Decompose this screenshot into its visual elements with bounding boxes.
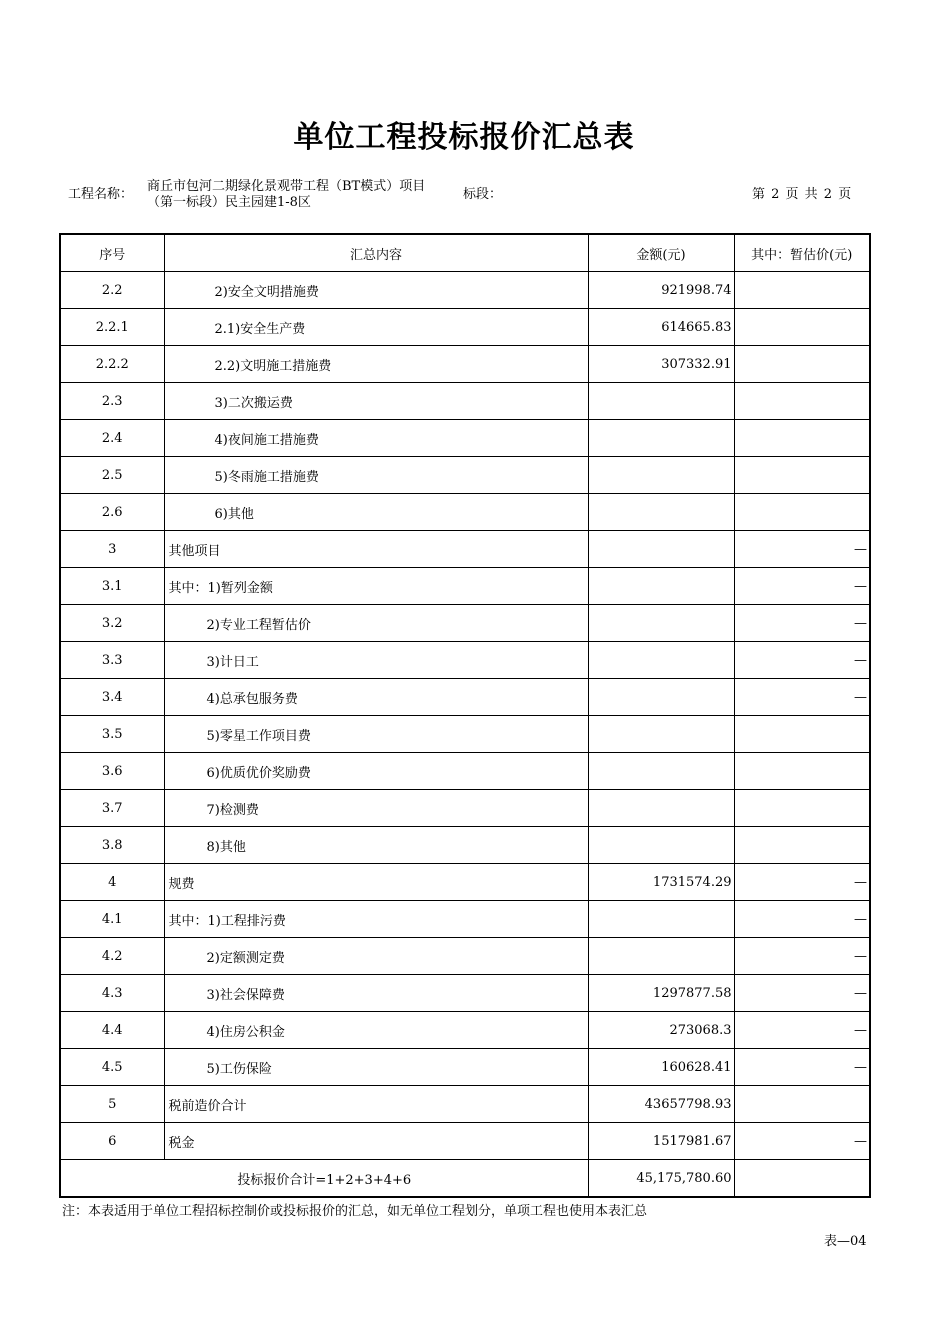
row-provisional [734,790,870,827]
row-content: 2)安全文明措施费 [164,272,588,309]
column-header-no: 序号 [60,234,164,272]
row-provisional: — [734,1123,870,1160]
row-amount: 1731574.29 [588,864,734,901]
table-row [60,642,870,679]
row-content: 其中：1)工程排污费 [164,901,588,938]
row-content: 3)计日工 [164,642,588,679]
row-amount [588,642,734,679]
row-amount: 43657798.93 [588,1086,734,1123]
table-row [60,864,870,901]
row-content: 8)其他 [164,827,588,864]
row-provisional: — [734,938,870,975]
row-amount: 273068.3 [588,1012,734,1049]
row-number: 4.5 [60,1049,164,1086]
row-number: 3.1 [60,568,164,605]
row-provisional [734,420,870,457]
row-amount [588,827,734,864]
row-provisional: — [734,864,870,901]
form-number: 表—04 [824,1234,867,1249]
row-number: 3.2 [60,605,164,642]
table-row [60,938,870,975]
page-info: 第 2 页 共 2 页 [752,187,852,202]
table-row [60,975,870,1012]
row-number: 4 [60,864,164,901]
row-provisional [734,309,870,346]
row-content: 5)冬雨施工措施费 [164,457,588,494]
footnote: 注：本表适用于单位工程招标控制价或投标报价的汇总，如无单位工程划分，单项工程也使用本表汇总 [62,1204,648,1219]
column-header-provisional: 其中：暂估价(元) [734,234,870,272]
row-amount [588,383,734,420]
row-amount: 1297877.58 [588,975,734,1012]
row-number: 3.8 [60,827,164,864]
table-row [60,716,870,753]
table-row [60,346,870,383]
row-content: 4)总承包服务费 [164,679,588,716]
row-number: 3.7 [60,790,164,827]
row-content: 6)其他 [164,494,588,531]
row-content: 2)定额测定费 [164,938,588,975]
row-amount: 160628.41 [588,1049,734,1086]
table-row [60,827,870,864]
row-provisional: — [734,568,870,605]
page-title: 单位工程投标报价汇总表 [293,120,635,155]
row-amount [588,679,734,716]
row-number: 3.3 [60,642,164,679]
row-number: 3 [60,531,164,568]
table-row [60,901,870,938]
row-provisional: — [734,531,870,568]
row-content: 5)零星工作项目费 [164,716,588,753]
row-provisional: — [734,679,870,716]
row-number: 2.2 [60,272,164,309]
row-provisional [734,383,870,420]
row-provisional [734,494,870,531]
table-row [60,605,870,642]
table-row [60,383,870,420]
total-provisional [734,1160,870,1198]
row-amount [588,901,734,938]
total-row [60,1160,870,1198]
table-row [60,457,870,494]
row-content: 其中：1)暂列金额 [164,568,588,605]
table-row [60,420,870,457]
table-row [60,1049,870,1086]
row-content: 4)住房公积金 [164,1012,588,1049]
row-amount [588,531,734,568]
row-content: 4)夜间施工措施费 [164,420,588,457]
row-provisional [734,1086,870,1123]
table-row [60,679,870,716]
row-number: 2.2.1 [60,309,164,346]
row-content: 5)工伤保险 [164,1049,588,1086]
row-provisional: — [734,975,870,1012]
row-amount [588,716,734,753]
table-row [60,531,870,568]
row-number: 2.4 [60,420,164,457]
summary-table [59,233,871,1198]
table-row [60,494,870,531]
row-content: 其他项目 [164,531,588,568]
row-provisional [734,716,870,753]
row-content: 2.2)文明施工措施费 [164,346,588,383]
row-amount [588,494,734,531]
row-provisional [734,753,870,790]
row-number: 5 [60,1086,164,1123]
row-amount [588,753,734,790]
row-provisional [734,827,870,864]
project-name-value: 商丘市包河二期绿化景观带工程（BT模式）项目（第一标段）民主园建1-8区 [147,179,426,210]
row-amount [588,790,734,827]
row-number: 3.5 [60,716,164,753]
table-row [60,753,870,790]
row-content: 税金 [164,1123,588,1160]
row-amount [588,568,734,605]
row-amount [588,605,734,642]
table-row [60,1012,870,1049]
row-provisional: — [734,1012,870,1049]
table-row [60,790,870,827]
row-number: 2.5 [60,457,164,494]
row-amount: 307332.91 [588,346,734,383]
column-header-content: 汇总内容 [164,234,588,272]
total-label: 投标报价合计=1+2+3+4+6 [60,1160,588,1198]
table-header-row [60,234,870,272]
table-row [60,1123,870,1160]
row-number: 6 [60,1123,164,1160]
total-amount: 45,175,780.60 [588,1160,734,1198]
table-row [60,1086,870,1123]
row-amount: 614665.83 [588,309,734,346]
row-number: 4.1 [60,901,164,938]
row-number: 2.2.2 [60,346,164,383]
row-provisional [734,346,870,383]
row-content: 7)检测费 [164,790,588,827]
row-amount [588,938,734,975]
row-content: 规费 [164,864,588,901]
section-label: 标段： [463,187,503,202]
table-row [60,309,870,346]
row-content: 2)专业工程暂估价 [164,605,588,642]
column-header-amount: 金额(元) [588,234,734,272]
row-provisional [734,457,870,494]
row-provisional: — [734,642,870,679]
row-number: 3.6 [60,753,164,790]
row-number: 4.3 [60,975,164,1012]
row-amount [588,420,734,457]
row-provisional: — [734,1049,870,1086]
row-provisional: — [734,901,870,938]
row-content: 2.1)安全生产费 [164,309,588,346]
row-content: 税前造价合计 [164,1086,588,1123]
table-row [60,568,870,605]
row-content: 6)优质优价奖励费 [164,753,588,790]
project-name-label: 工程名称： [68,187,134,202]
row-amount: 1517981.67 [588,1123,734,1160]
table-row [60,272,870,309]
row-number: 2.3 [60,383,164,420]
row-number: 4.4 [60,1012,164,1049]
row-amount [588,457,734,494]
row-content: 3)二次搬运费 [164,383,588,420]
row-content: 3)社会保障费 [164,975,588,1012]
row-provisional: — [734,605,870,642]
row-number: 4.2 [60,938,164,975]
row-number: 3.4 [60,679,164,716]
row-provisional [734,272,870,309]
row-number: 2.6 [60,494,164,531]
row-amount: 921998.74 [588,272,734,309]
